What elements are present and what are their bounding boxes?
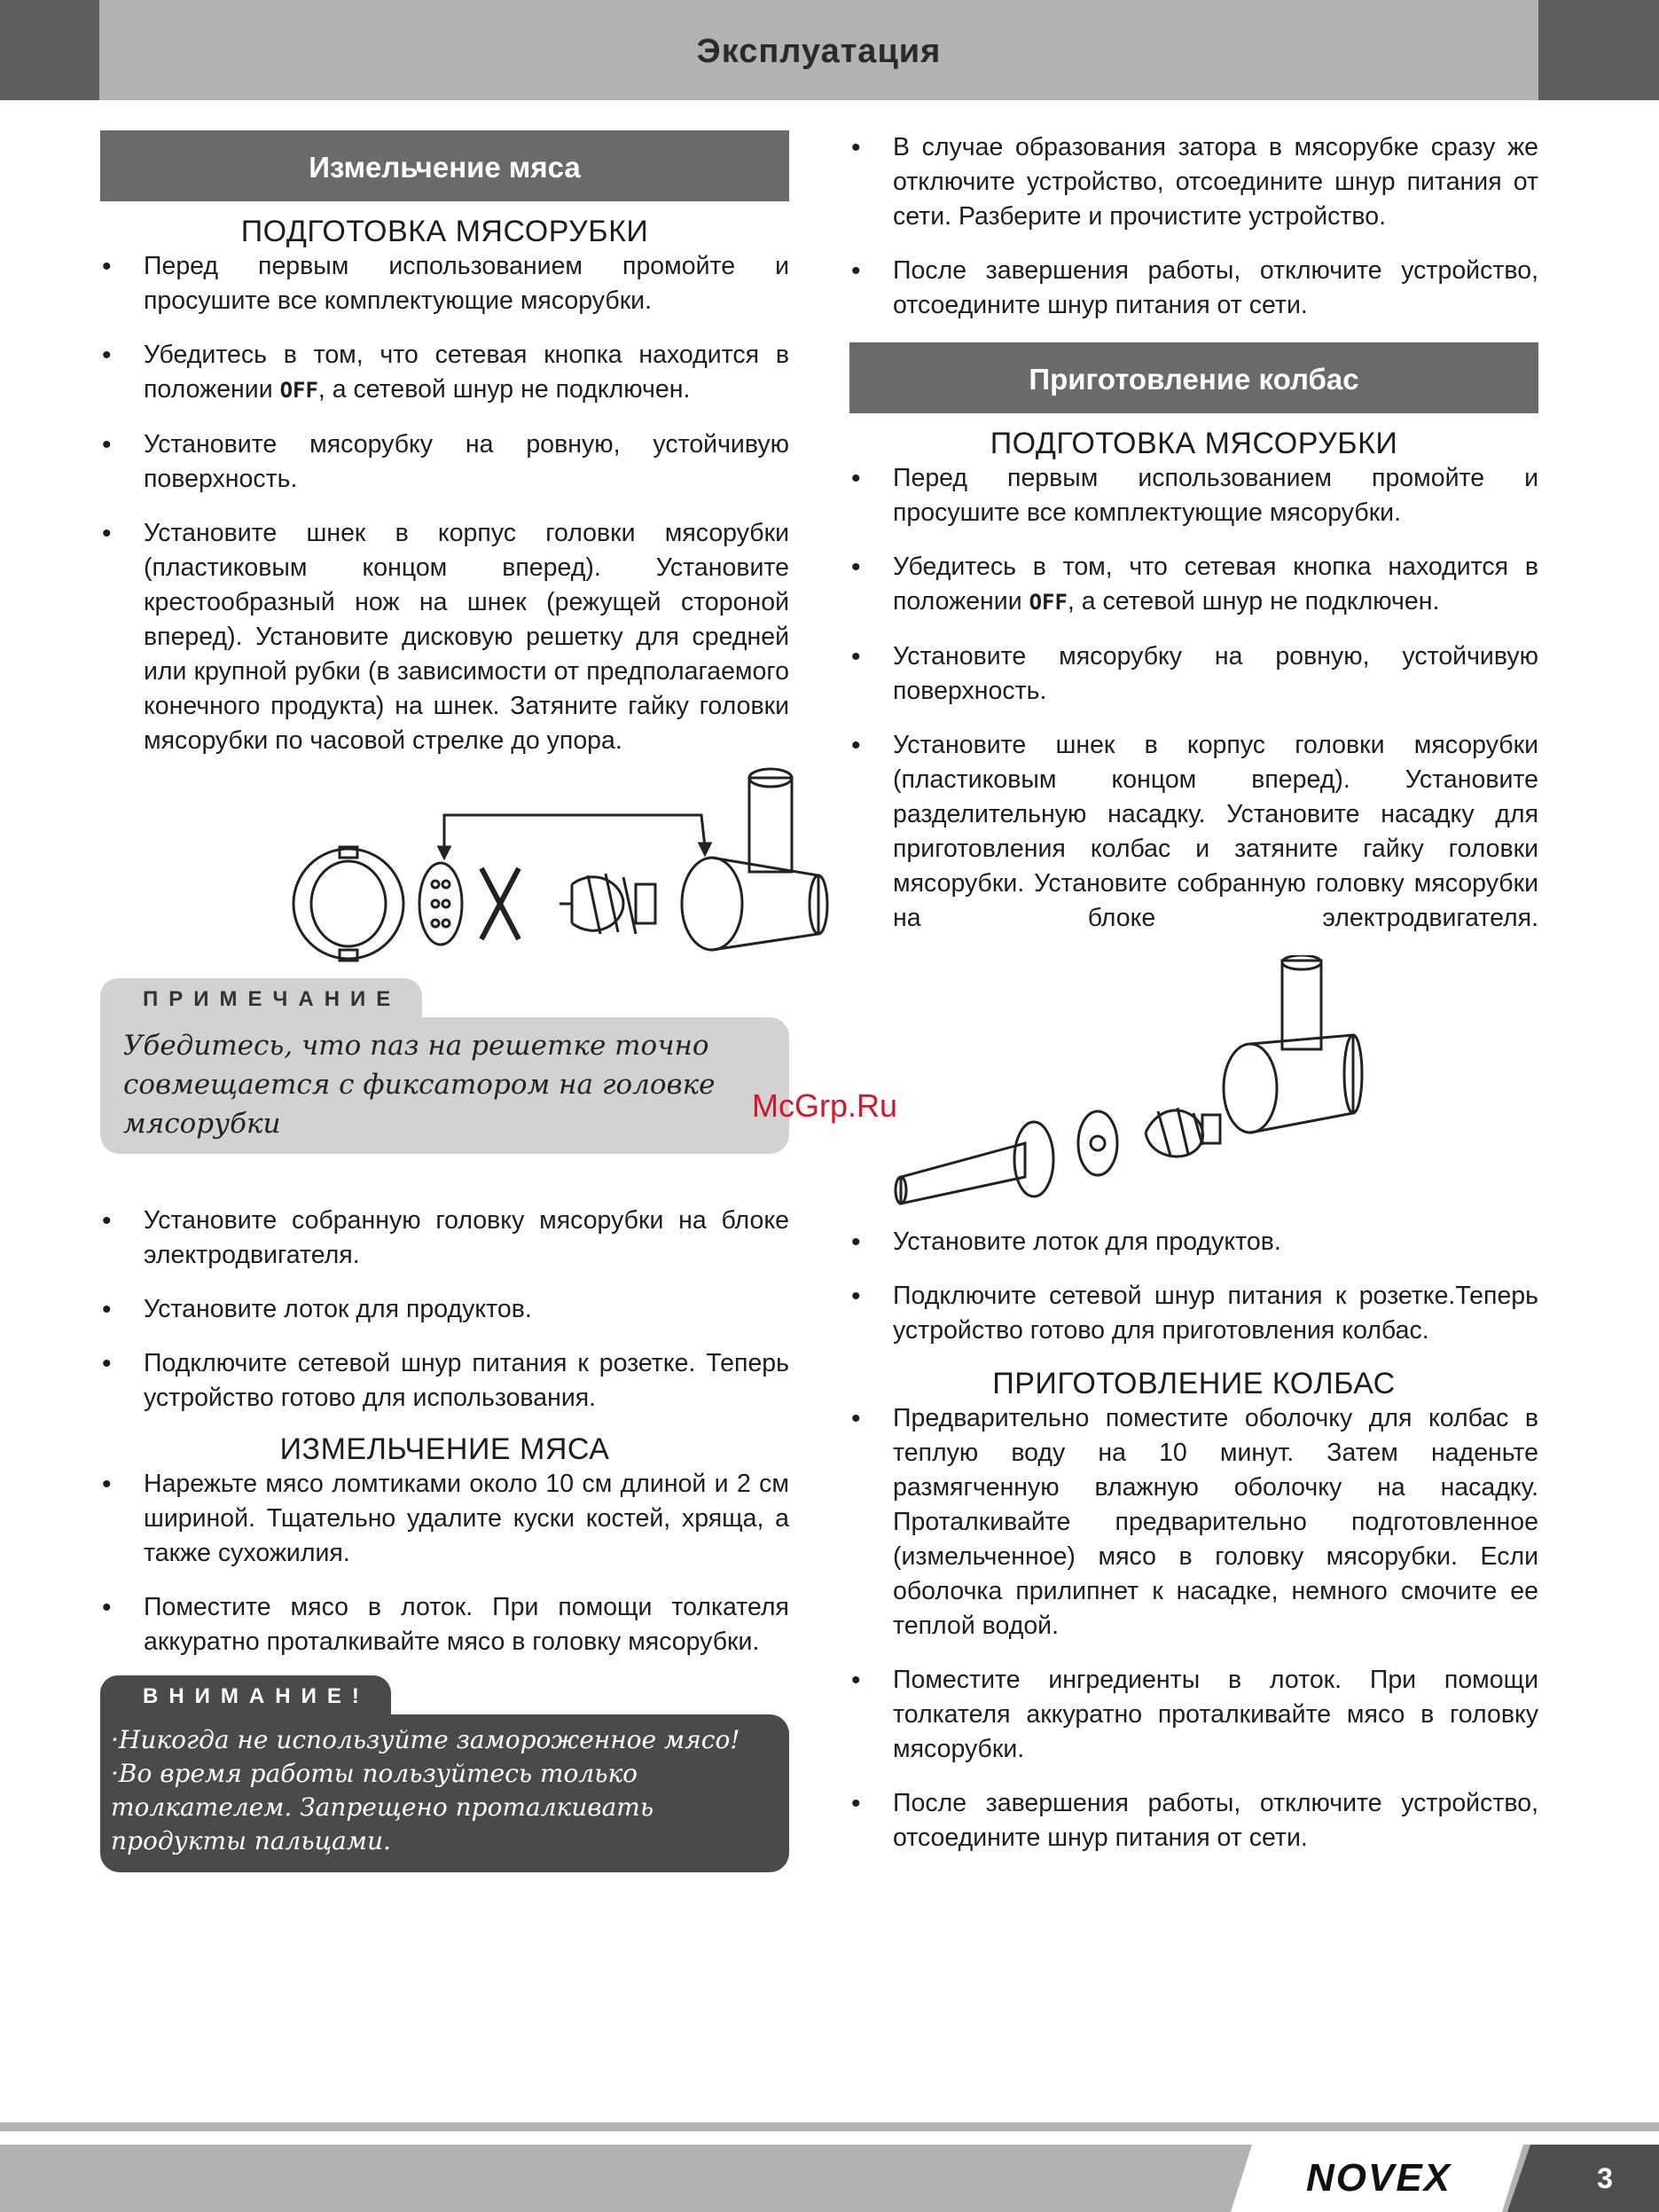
off-key-label: OFF [279,378,318,403]
header-right-block [1538,0,1659,100]
clog-list [849,130,1538,323]
section-title-mince: Измельчение мяса [100,130,789,201]
prep-list [100,249,789,758]
list-item: • Перед первым использованием промойте и просушите все комплектующие мясорубки. [849,461,1538,530]
grinder-parts-illustration [207,751,789,964]
note-box [100,978,789,1154]
left-column [100,130,789,1872]
warning-line: ·Никогда не используйте замороженное мясо! [111,1725,740,1754]
mince-list [100,1467,789,1659]
note-text: Убедитесь, что паз на решетке точно совмещается с фиксатором на головке мясорубки [100,1017,789,1154]
sausage-attachment-illustration [892,955,1538,1212]
list-item: • Установите шнек в корпус головки мясорубки (пластиковым концом вперед). Установите крестообразный нож на шнек (режущей стороной вперед). Установите дисковую решетку для средней или крупной рубки (в зависимости от предполагаемого конечного продукта) на шнек. Затяните гайку головки мясорубки по часовой стрелке до упора. [100,516,789,758]
subheading-prep: ПОДГОТОВКА МЯСОРУБКИ [990,427,1398,460]
header-left-block [0,0,99,100]
list-item: • Перед первым использованием промойте и просушите все комплектующие мясорубки. [100,249,789,318]
list-item: • Поместите ингредиенты в лоток. При помощи толкателя аккуратно проталкивайте мясо в головку мясорубки. [849,1663,1538,1767]
subheading-mince: ИЗМЕЛЬЧЕНИЕ МЯСА [279,1432,610,1466]
assembly-list [100,1204,789,1416]
list-item: • Установите мясорубку на ровную, устойчивую поверхность. [849,639,1538,709]
list-item: • Подключите сетевой шнур питания к розетке.Теперь устройство готово для приготовления колбас. [849,1279,1538,1348]
list-item: • Убедитесь в том, что сетевая кнопка находится в положении OFF, а сетевой шнур не подключен. [100,338,789,408]
subheading-sausage: ПРИГОТОВЛЕНИЕ КОЛБАС [992,1367,1396,1400]
list-item: • После завершения работы, отключите устройство, отсоедините шнур питания от сети. [849,1786,1538,1855]
sausage-assembly-list [849,1225,1538,1348]
footer-line [0,2122,1659,2131]
list-item: • В случае образования затора в мясорубке сразу же отключите устройство, отсоедините шнур питания от сети. Разберите и прочистите устройство. [849,130,1538,234]
list-item: • Установите лоток для продуктов. [100,1292,789,1327]
list-item: • Установите лоток для продуктов. [849,1225,1538,1259]
right-column [849,130,1538,1875]
list-item: • Установите шнек в корпус головки мясорубки (пластиковым концом вперед). Установите разделительную насадку. Установите насадку для приготовления колбас и затяните гайку головки мясорубки. Установите собранную головку мясорубки на блоке электродвигателя. [849,728,1538,936]
list-item: • Нарежьте мясо ломтиками около 10 см длиной и 2 см шириной. Тщательно удалите куски костей, хряща, а также сухожилия. [100,1467,789,1571]
warning-line: ·Во время работы пользуйтесь только толкателем. Запрещено проталкивать продукты пальцами. [111,1759,654,1855]
warning-box [100,1675,789,1872]
list-item: • Убедитесь в том, что сетевая кнопка находится в положении OFF, а сетевой шнур не подключен. [849,550,1538,620]
section-title-sausage: Приготовление колбас [849,342,1538,413]
list-item: • Поместите мясо в лоток. При помощи толкателя аккуратно проталкивайте мясо в головку мясорубки. [100,1590,789,1659]
sausage-prep-list [849,461,1538,936]
warning-text [100,1714,789,1872]
page-title: Эксплуатация [696,33,942,70]
note-label: ПРИМЕЧАНИЕ [100,978,422,1017]
list-item: • Подключите сетевой шнур питания к розетке. Теперь устройство готово для использования. [100,1346,789,1416]
off-key-label: OFF [1029,590,1068,615]
subheading-prep: ПОДГОТОВКА МЯСОРУБКИ [240,215,649,248]
list-item: • Установите собранную головку мясорубки на блоке электродвигателя. [100,1204,789,1273]
warning-label: ВНИМАНИЕ! [100,1675,391,1714]
page-number: 3 [1597,2162,1613,2194]
brand-logo: NOVEX [1305,2156,1452,2200]
list-item: • Предварительно поместите оболочку для колбас в теплую воду на 10 минут. Затем наденьте размягченную влажную оболочку на насадку. Проталкивайте предварительно подготовленное (измельченное) мясо в головку мясорубки. Если оболочка прилипнет к насадке, немного смочите ее теплой водой. [849,1401,1538,1643]
list-item: • Установите мясорубку на ровную, устойчивую поверхность. [100,427,789,497]
list-item: • После завершения работы, отключите устройство, отсоедините шнур питания от сети. [849,254,1538,323]
sausage-list [849,1401,1538,1855]
watermark: McGrp.Ru [752,1087,898,1124]
